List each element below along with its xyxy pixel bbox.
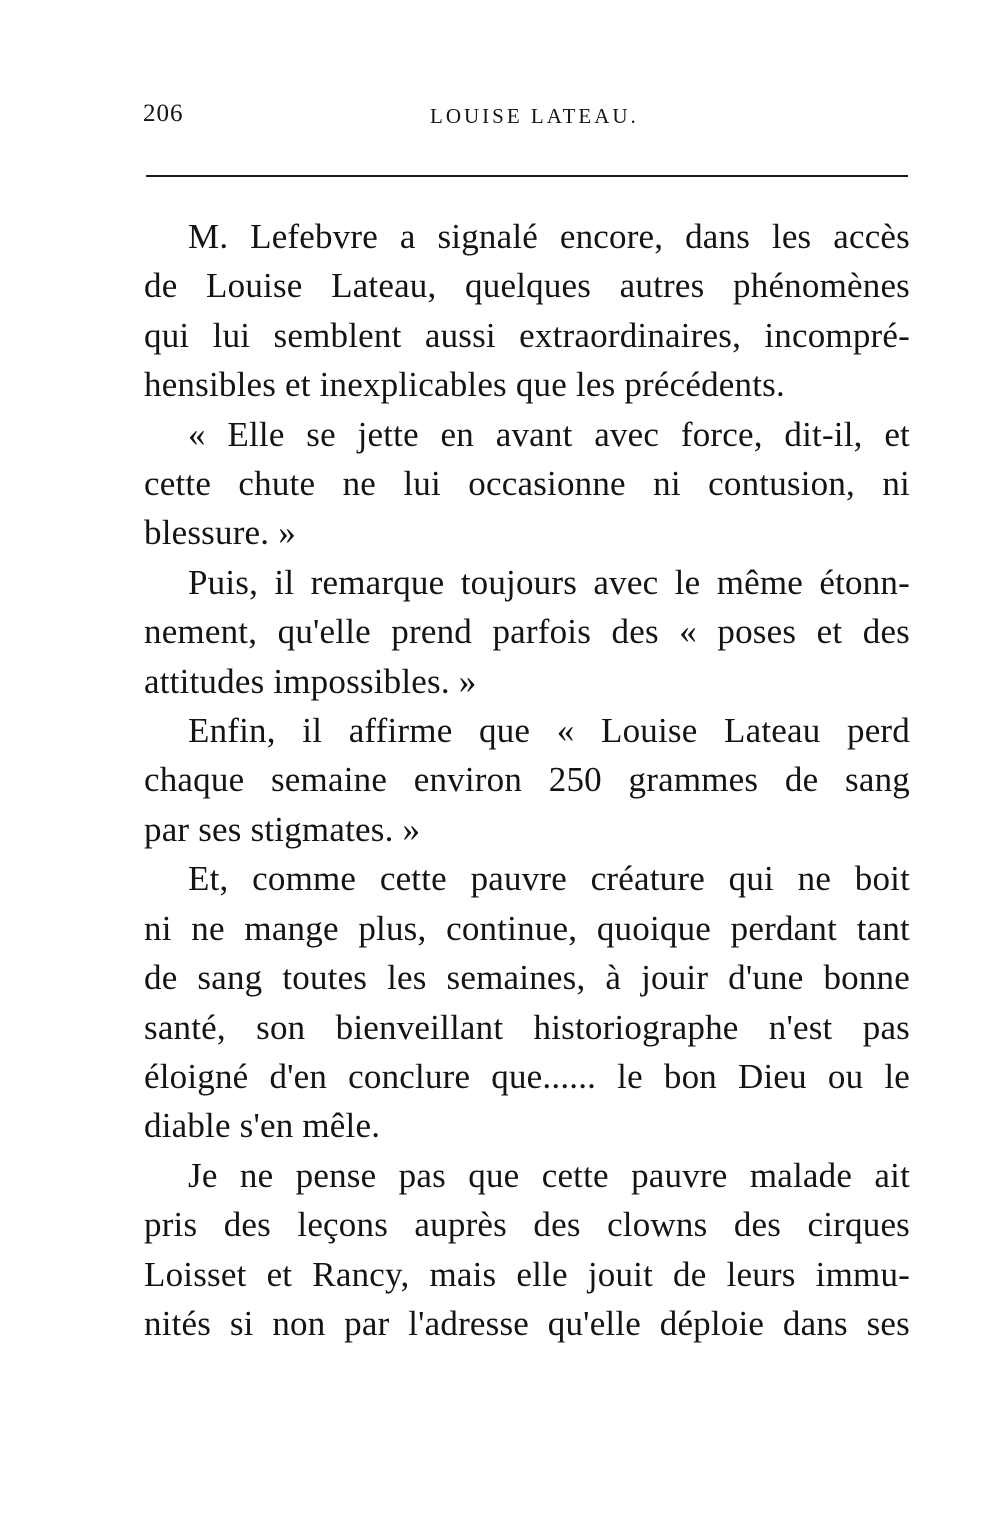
text-line: blessure. » [144,513,296,553]
text-line: ni ne mange plus, continue, quoique perdant tant [144,908,910,948]
text-line: de sang toutes les semaines, à jouir d'une bonne [144,958,910,998]
paragraph [144,212,910,410]
header-rule [146,175,908,177]
paragraph [144,1151,910,1349]
text-line: nement, qu'elle prend parfois des « poses et des [144,612,910,652]
text-line: Puis, il remarque toujours avec le même étonn- [188,562,910,602]
text-line: M. Lefebvre a signalé encore, dans les accès [188,217,910,256]
page-number: 206 [143,100,184,127]
text-line: Je ne pense pas que cette pauvre malade ait [188,1155,910,1195]
text-line: hensibles et inexplicables que les précédents. [144,365,785,405]
text-line: santé, son bienveillant historiographe n'est pas [144,1007,910,1047]
text-line: chaque semaine environ 250 grammes de sang [144,760,910,800]
text-line: Loisset et Rancy, mais elle jouit de leurs immu- [144,1254,910,1294]
text-line: qui lui semblent aussi extraordinaires, incompré- [144,315,910,355]
paragraph [144,410,910,558]
text-line: pris des leçons auprès des clowns des cirques [144,1205,910,1245]
text-line: Enfin, il affirme que « Louise Lateau perd [188,711,910,751]
paragraph [144,558,910,706]
running-title: LOUISE LATEAU. [430,104,639,128]
text-line: Et, comme cette pauvre créature qui ne boit [188,859,910,899]
text-line: cette chute ne lui occasionne ni contusion, ni [144,464,910,504]
text-line: de Louise Lateau, quelques autres phénomènes [144,266,910,306]
text-line: « Elle se jette en avant avec force, dit-il, et [188,414,910,454]
text-line: éloigné d'en conclure que...... le bon Dieu ou le [144,1056,910,1096]
paragraph [144,706,910,854]
text-line: par ses stigmates. » [144,809,421,849]
body-text [144,212,910,1348]
text-line: diable s'en mêle. [144,1106,381,1146]
text-line: nités si non par l'adresse qu'elle déploie dans ses [144,1303,910,1343]
paragraph [144,854,910,1150]
text-line: attitudes impossibles. » [144,661,477,701]
